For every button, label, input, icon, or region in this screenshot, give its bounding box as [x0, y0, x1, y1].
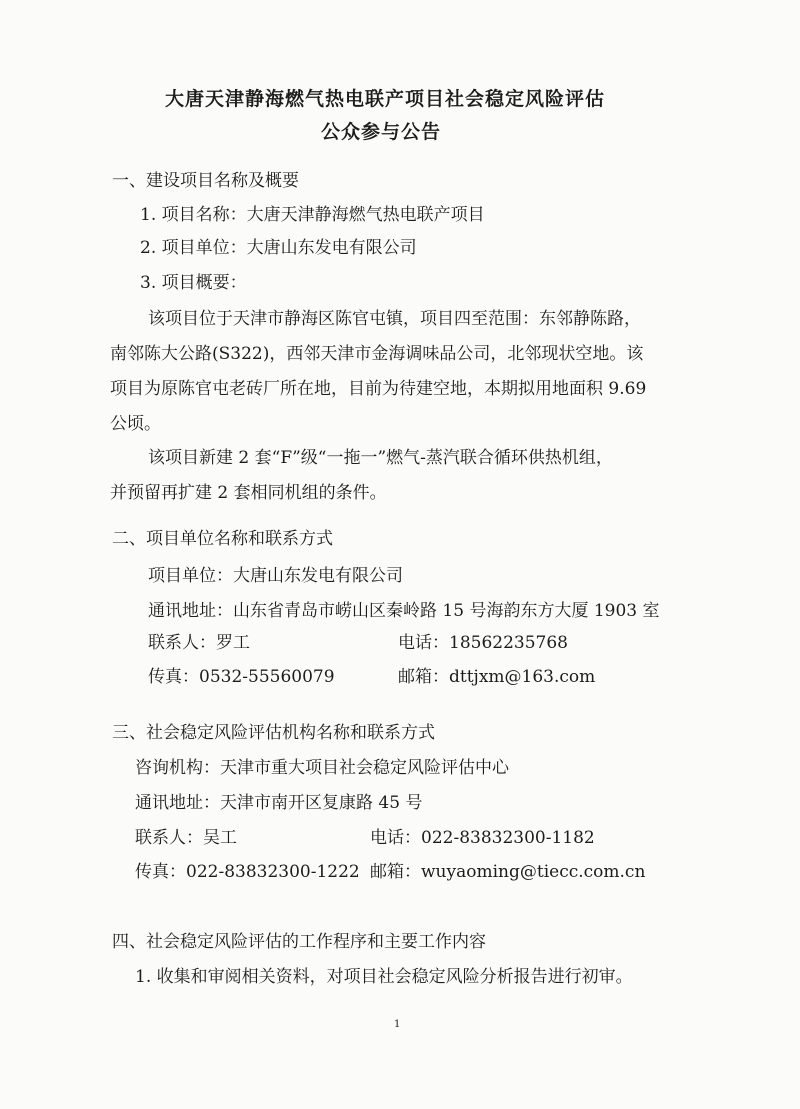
section2-email: 邮箱：dttjxm@163.com: [398, 667, 596, 687]
section1-para1-line1: 该项目位于天津市静海区陈官屯镇，项目四至范围：东邻静陈路，: [148, 309, 641, 329]
section1-item1: 1. 项目名称：大唐天津静海燃气热电联产项目: [140, 205, 485, 225]
section3-contact: 联系人：吴工: [135, 828, 237, 848]
section1-para2-line2: 并预留再扩建 2 套相同机组的条件。: [110, 483, 387, 503]
title-line-2: 公众参与公告: [321, 121, 442, 143]
section1-para1-line2: 南邻陈大公路(S322)，西邻天津市金海调味品公司，北邻现状空地。该: [110, 344, 644, 364]
section1-para2-line1: 该项目新建 2 套“F”级“一拖一”燃气-蒸汽联合循环供热机组，: [148, 448, 613, 468]
title-line-1: 大唐天津静海燃气热电联产项目社会稳定风险评估: [165, 88, 606, 110]
section2-address: 通讯地址：山东省青岛市崂山区秦岭路 15 号海韵东方大厦 1903 室: [148, 601, 660, 621]
section3-agency: 咨询机构：天津市重大项目社会稳定风险评估中心: [135, 758, 509, 778]
section1-heading: 一、建设项目名称及概要: [112, 171, 299, 191]
section1-item2: 2. 项目单位：大唐山东发电有限公司: [140, 238, 417, 258]
section4-heading: 四、社会稳定风险评估的工作程序和主要工作内容: [112, 932, 486, 952]
page-number: 1: [394, 1019, 401, 1030]
section2-heading: 二、项目单位名称和联系方式: [112, 529, 333, 549]
section3-email: 邮箱：wuyaoming@tiecc.com.cn: [370, 862, 646, 882]
section2-contact: 联系人：罗工: [148, 633, 250, 653]
section3-heading: 三、社会稳定风险评估机构名称和联系方式: [112, 723, 435, 743]
section3-phone: 电话：022-83832300-1182: [370, 828, 595, 848]
section4-item1: 1. 收集和审阅相关资料，对项目社会稳定风险分析报告进行初审。: [135, 967, 633, 987]
section2-fax: 传真：0532-55560079: [148, 667, 335, 687]
section1-para1-line3: 项目为原陈官屯老砖厂所在地，目前为待建空地，本期拟用地面积 9.69: [110, 379, 647, 399]
section1-para1-line4: 公顷。: [110, 414, 161, 434]
section1-item3: 3. 项目概要：: [140, 273, 247, 293]
section3-fax: 传真：022-83832300-1222: [135, 862, 360, 882]
section2-unit: 项目单位：大唐山东发电有限公司: [148, 566, 403, 586]
section2-phone: 电话：18562235768: [398, 633, 568, 653]
section3-address: 通讯地址：天津市南开区复康路 45 号: [135, 793, 423, 813]
